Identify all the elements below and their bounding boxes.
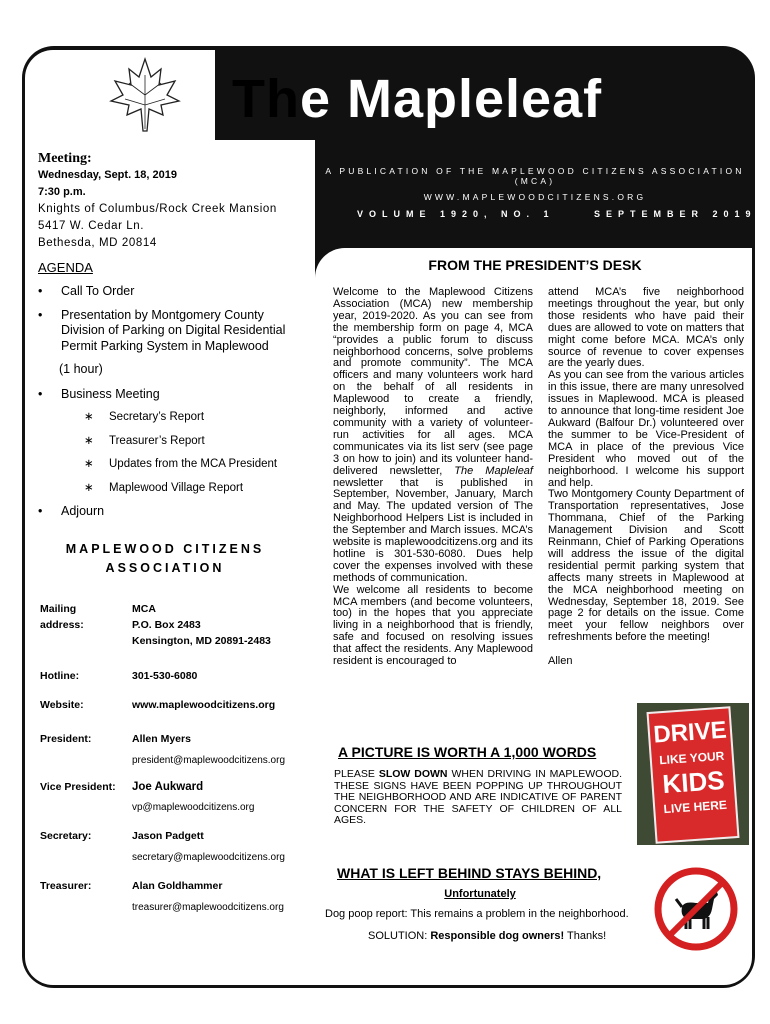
drive-sign-photo: [637, 703, 749, 845]
agenda-item: • Call To Order: [38, 284, 306, 300]
vp-email[interactable]: vp@maplewoodcitizens.org: [132, 802, 255, 813]
no-dog-poop-icon: [652, 865, 740, 953]
picture-article-text: PLEASE SLOW DOWN WHEN DRIVING IN MAPLEWOOD. THESE SIGNS HAVE BEEN POPPING UP THROUGHOUT THE NEIGHBORHOOD AND ARE INDICATIVE OF PARENT CONCERN FOR THE SAFETY OF CHILDREN OF ALL AGES.: [334, 768, 623, 826]
behind-article-subheading: Unfortunately: [444, 888, 516, 900]
drive-sign: DRIVE LIKE YOUR KIDS LIVE HERE: [646, 706, 739, 844]
meeting-info: [38, 150, 277, 252]
agenda-item: • Adjourn: [38, 504, 306, 520]
agenda-subitem: ∗ Treasurer’s Report: [38, 434, 306, 450]
association-heading: MAPLEWOOD CITIZENS ASSOCIATION: [65, 542, 265, 575]
president-desk-column-2: attend MCA’s five neighborhood meetings throughout the year, but only those residents who have paid their dues are allowed to vote on matters that might come before MCA. MCA’s only source of revenue to cover expenses are the yearly dues. As you can see from the various articles in this issue, there are many unresolved issues in Maplewood. MCA is pleased to announce that long-time resident Joe Aukward (Balfour Dr.) volunteered over the summer to be Vice-President of MCA in place of the previous Vice President who moved out of the neighborhood. I welcome his support and help. Two Montgomery County Department of Transportation representatives, Jose Thommana, Chief of the Parking Management Division and Scott Reinmann, Chief of Parking Operations will address the issue of the digital residential permit parking system that affects many streets in Maplewood at the MCA neighborhood meeting on Wednesday, September 18, 2019. See page 2 for details on the issue. Come meet your fellow neighbors over refreshments before the meeting! Allen: [548, 286, 744, 668]
solution-text: SOLUTION: Responsible dog owners! Thanks!: [368, 930, 607, 942]
secretary-email[interactable]: secretary@maplewoodcitizens.org: [132, 852, 285, 863]
meeting-city: Bethesda, MD 20814: [38, 237, 157, 249]
president-desk-column-1: Welcome to the Maplewood Citizens Association (MCA) new membership year, 2019-2020. As you can see from the membership form on page 4, MCA “provides a public forum to discuss neighborhood concerns, solve problems and promote community”. The MCA officers and many volunteers work hard on the behalf of all residents in Maplewood to create a friendly, neighborly, informed and active community with a variety of volunteer-run activities for all ages. MCA communicates via its list serv (see page 3 on how to join) and its volunteer hand-delivered newsletter, The Mapleleaf newsletter that is published in September, November, January, March and May. The updated version of The Neighborhood Helpers List is included in the September and March issues. MCA’s website is maplewoodcitizens.org and its hotline is 301-530-6080. Dues help cover the expenses involved with these methods of communication. We welcome all residents to become MCA members (and become volunteers, too) in the hopes that you appreciate living in a neighborhood that is friendly, safe and focused on resolving issues that affect the residents. Any Maplewood resident is encouraged to: [333, 286, 533, 668]
picture-article-heading: A PICTURE IS WORTH A 1,000 WORDS: [338, 744, 597, 760]
volume-number: VOLUME 1920, NO. 1: [357, 209, 555, 219]
meeting-date: Wednesday, Sept. 18, 2019: [38, 169, 177, 181]
behind-article-text: Dog poop report: This remains a problem in the neighborhood.: [325, 908, 629, 920]
meeting-street: 5417 W. Cedar Ln.: [38, 220, 145, 232]
agenda-subitem: ∗ Secretary’s Report: [38, 410, 306, 426]
logo-area: [25, 50, 215, 140]
agenda-list: [38, 284, 306, 528]
newsletter-title: The Mapleleaf: [232, 69, 603, 129]
issue-date: SEPTEMBER 2019: [594, 209, 757, 219]
behind-article-heading: WHAT IS LEFT BEHIND STAYS BEHIND,: [337, 865, 602, 881]
meeting-time: 7:30 p.m.: [38, 186, 86, 198]
meeting-label: Meeting:: [38, 151, 92, 166]
publication-line: A PUBLICATION OF THE MAPLEWOOD CITIZENS ASSOCIATION (MCA) WWW.MAPLEWOODCITIZENS.ORG: [325, 166, 745, 202]
agenda-note: (1 hour): [59, 362, 103, 376]
meeting-place: Knights of Columbus/Rock Creek Mansion: [38, 203, 277, 215]
treasurer-email[interactable]: treasurer@maplewoodcitizens.org: [132, 902, 284, 913]
agenda-subitem: ∗ Maplewood Village Report: [38, 481, 306, 497]
agenda-item: • Business Meeting: [38, 387, 306, 403]
maple-leaf-icon: [105, 55, 185, 135]
agenda-item: • Presentation by Montgomery County Division of Parking on Digital Residential Permit Parking System in Maplewood: [38, 308, 306, 355]
website-link[interactable]: www.maplewoodcitizens.org: [132, 699, 276, 711]
signature: Allen: [548, 655, 573, 668]
agenda-heading: AGENDA: [38, 260, 93, 275]
president-desk-heading: FROM THE PRESIDENT’S DESK: [428, 257, 642, 273]
agenda-subitem: ∗ Updates from the MCA President: [38, 457, 306, 473]
president-email[interactable]: president@maplewoodcitizens.org: [132, 755, 286, 766]
